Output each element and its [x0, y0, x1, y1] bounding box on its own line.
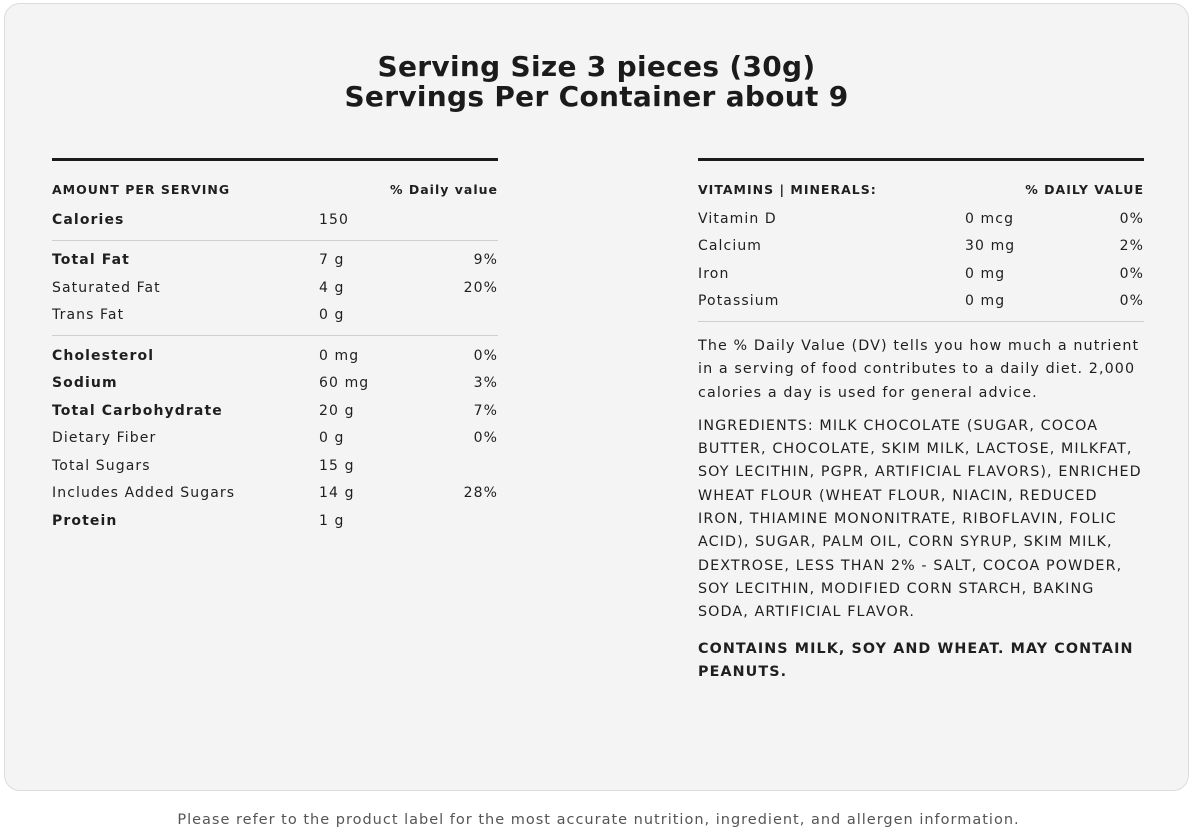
nutrition-card	[4, 3, 1189, 791]
vitamin-amount: 0 mg	[965, 265, 1006, 282]
table-row	[698, 288, 1144, 316]
nutrient-name: Total Sugars	[52, 457, 151, 474]
nutrient-daily: 0%	[473, 430, 498, 447]
vitamin-name: Iron	[698, 265, 730, 282]
vitamin-daily: 2%	[1119, 238, 1144, 255]
divider	[698, 321, 1144, 322]
nutrient-name: Cholesterol	[52, 347, 155, 364]
table-row	[52, 397, 498, 425]
amount-per-serving-heading: AMOUNT PER SERVING	[52, 182, 231, 197]
vitamins-panel	[698, 158, 1144, 684]
allergen-statement: CONTAINS MILK, SOY AND WHEAT. MAY CONTAIN PEANUTS.	[698, 640, 1134, 680]
daily-value-note: The % Daily Value (DV) tells you how much a nutrient in a serving of food contributes to a daily diet. 2,000 calories a day is used for general advice.	[698, 338, 1140, 401]
table-row	[52, 425, 498, 453]
table-row	[52, 507, 498, 535]
nutrient-name: Trans Fat	[52, 307, 125, 324]
nutrient-amount: 0 mg	[319, 347, 360, 364]
table-row	[52, 480, 498, 508]
vitamin-daily: 0%	[1119, 293, 1144, 310]
nutrient-amount: 1 g	[319, 512, 345, 529]
nutrient-amount: 0 g	[319, 307, 345, 324]
nutrient-amount: 15 g	[319, 457, 355, 474]
nutrient-name: Calories	[52, 211, 125, 228]
table-row	[52, 452, 498, 480]
disclaimer-footer: Please refer to the product label for the most accurate nutrition, ingredient, and allergen information.	[177, 812, 1020, 828]
servings-per-container: Servings Per Container about 9	[344, 80, 849, 113]
divider	[52, 158, 498, 161]
vitamin-name: Calcium	[698, 238, 763, 255]
table-row	[698, 205, 1144, 233]
nutrient-amount: 20 g	[319, 402, 355, 419]
nutrient-daily: 3%	[473, 375, 498, 392]
table-row	[52, 302, 498, 330]
vitamin-daily: 0%	[1119, 210, 1144, 227]
vitamin-name: Potassium	[698, 293, 780, 310]
serving-header	[5, 52, 1188, 112]
table-row	[698, 260, 1144, 288]
table-row	[52, 247, 498, 275]
nutrient-daily: 20%	[463, 279, 498, 296]
divider	[52, 335, 498, 336]
serving-size: Serving Size 3 pieces (30g)	[377, 50, 816, 83]
nutrient-amount: 14 g	[319, 485, 355, 502]
divider	[52, 240, 498, 241]
nutrient-amount: 7 g	[319, 252, 345, 269]
nutrient-name: Protein	[52, 512, 118, 529]
nutrient-amount: 4 g	[319, 279, 345, 296]
ingredients-text: INGREDIENTS: MILK CHOCOLATE (SUGAR, COCOA BUTTER, CHOCOLATE, SKIM MILK, LACTOSE, MILKFAT, SOY LECITHIN, PGPR, ARTIFICIAL FLAVORS), ENRICHED WHEAT FLOUR (WHEAT FLOUR, NIACIN, REDUCED IRON, THIAMINE MONONITRATE, RIBOFLAVIN, FOLIC ACID), SUGAR, PALM OIL, CORN SYRUP, SKIM MILK, DEXTROSE, LESS THAN 2% - SALT, COCOA POWDER, SOY LECITHIN, MODIFIED CORN STARCH, BAKING SODA, ARTIFICIAL FLAVOR.	[698, 417, 1142, 621]
vitamin-daily: 0%	[1119, 265, 1144, 282]
table-row	[698, 233, 1144, 261]
vitamins-table-header	[698, 181, 1144, 199]
nutrient-name: Includes Added Sugars	[52, 485, 236, 502]
nutrient-name: Total Fat	[52, 252, 130, 269]
vitamin-amount: 30 mg	[965, 238, 1016, 255]
nutrient-daily: 7%	[473, 402, 498, 419]
table-row	[52, 370, 498, 398]
nutrient-daily: 9%	[473, 252, 498, 269]
daily-value-heading: % DAILY VALUE	[1025, 182, 1144, 197]
nutrient-amount: 60 mg	[319, 375, 370, 392]
vitamins-minerals-heading: VITAMINS | MINERALS:	[698, 182, 877, 197]
table-row	[52, 206, 498, 234]
nutrient-name: Saturated Fat	[52, 279, 161, 296]
table-row	[52, 274, 498, 302]
nutrition-facts-panel	[52, 158, 498, 535]
nutrient-amount: 0 g	[319, 430, 345, 447]
nutrient-amount: 150	[319, 211, 350, 228]
nutrient-name: Sodium	[52, 375, 118, 392]
nutrition-table-header	[52, 181, 498, 199]
vitamin-amount: 0 mcg	[965, 210, 1015, 227]
nutrient-daily: 0%	[473, 347, 498, 364]
nutrient-name: Dietary Fiber	[52, 430, 157, 447]
nutrient-name: Total Carbohydrate	[52, 402, 223, 419]
nutrient-daily: 28%	[463, 485, 498, 502]
divider	[698, 158, 1144, 161]
vitamin-amount: 0 mg	[965, 293, 1006, 310]
table-row	[52, 342, 498, 370]
daily-value-heading: % Daily value	[389, 182, 498, 197]
vitamin-name: Vitamin D	[698, 210, 777, 227]
